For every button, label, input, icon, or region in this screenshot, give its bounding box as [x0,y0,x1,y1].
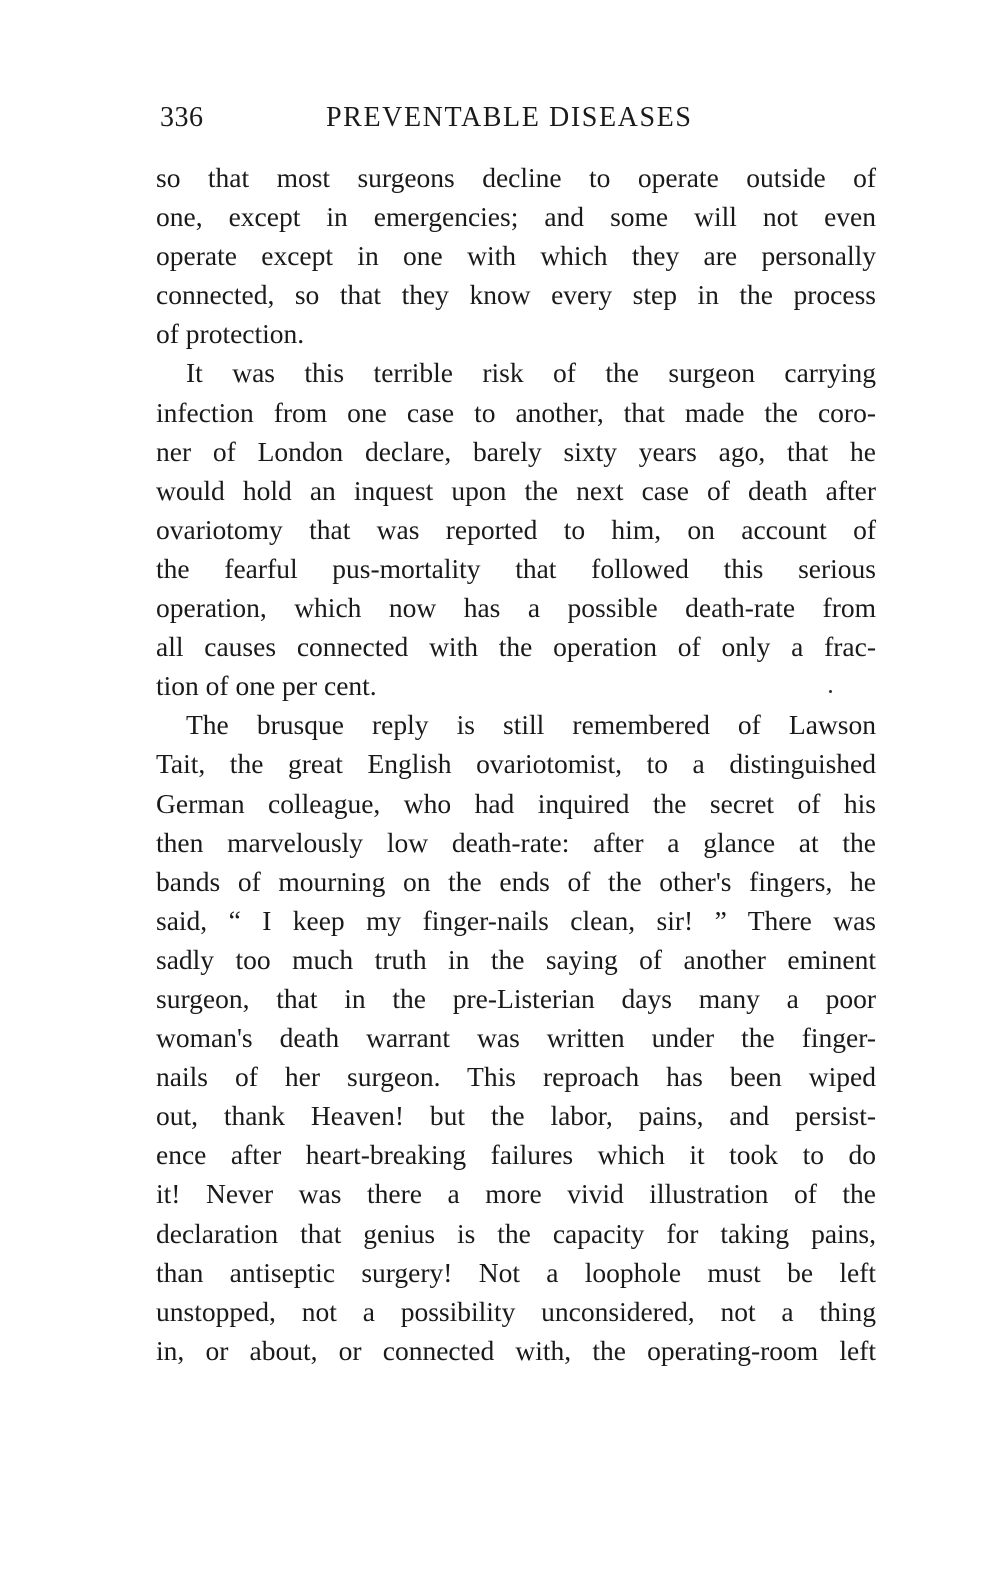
text-line: sadly too much truth in the saying of another eminent [156,943,876,975]
ink-speck [829,690,832,693]
text-line: of protection. [156,318,305,350]
running-head [160,98,876,138]
text-line: one, except in emergencies; and some will not even [156,201,876,233]
text-line: than antiseptic surgery! Not a loophole must be left [156,1256,876,1288]
text-line: infection from one case to another, that made the coro- [156,396,876,428]
paragraph-start-line: It was this terrible risk of the surgeon carrying [186,357,876,389]
text-line: the fearful pus-mortality that followed this serious [156,552,876,584]
text-line: Tait, the great English ovariotomist, to a distinguished [156,748,876,780]
text-line: connected, so that they know every step in the process [156,279,876,311]
text-line: would hold an inquest upon the next case of death after [156,474,876,506]
text-line: ovariotomy that was reported to him, on account of [156,513,876,545]
body-text [156,158,876,1370]
text-line: bands of mourning on the ends of the other's fingers, he [156,865,876,897]
text-line: all causes connected with the operation of only a frac- [156,631,876,663]
text-line: ence after heart-breaking failures which it took to do [156,1139,876,1171]
running-title: PREVENTABLE DISEASES [326,102,693,133]
text-line: it! Never was there a more vivid illustration of the [156,1178,876,1210]
text-line: unstopped, not a possibility unconsidered, not a thing [156,1295,876,1327]
text-line: tion of one per cent. [156,670,377,702]
text-line: said, “ I keep my finger-nails clean, sir! ” There was [156,904,876,936]
text-line: surgeon, that in the pre-Listerian days many a poor [156,982,876,1014]
text-line: operation, which now has a possible death-rate from [156,592,876,624]
text-line: in, or about, or connected with, the operating-room left [156,1334,876,1366]
text-line: nails of her surgeon. This reproach has been wiped [156,1061,876,1093]
paragraph-start-line: The brusque reply is still remembered of Lawson [186,709,876,741]
text-line: so that most surgeons decline to operate outside of [156,162,876,193]
text-line: out, thank Heaven! but the labor, pains, and persist- [156,1100,876,1132]
page-number: 336 [160,102,204,133]
text-line: operate except in one with which they are personally [156,240,876,272]
text-line: German colleague, who had inquired the secret of his [156,787,876,819]
text-line: declaration that genius is the capacity for taking pains, [156,1217,876,1249]
text-line: woman's death warrant was written under the finger- [156,1022,876,1054]
text-line: then marvelously low death-rate: after a glance at the [156,826,876,858]
text-line: ner of London declare, barely sixty years ago, that he [156,435,876,467]
